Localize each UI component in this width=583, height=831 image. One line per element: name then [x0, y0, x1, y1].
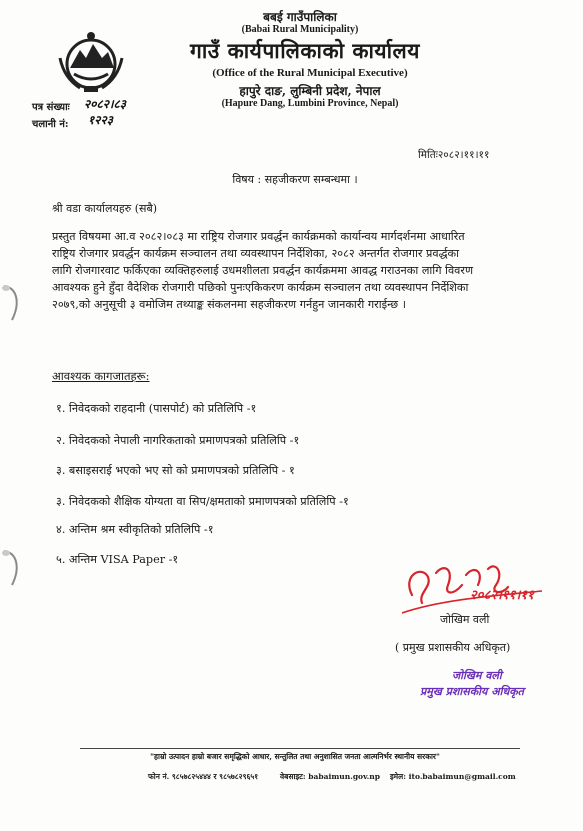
stamp-name: जोखिम वली [452, 669, 502, 682]
address-english: (Hapure Dang, Lumbini Province, Nepal) [221, 98, 399, 109]
dispatch-number-label: चलानी नं: [32, 119, 69, 130]
footer-phone: फोन नं. ९८५७८२५४४४ र ९८५७८२९६५१ [148, 772, 259, 781]
document-item: २. निवेदकको नेपाली नागरिकताको प्रमाणपत्रको प्रतिलिपि -१ [56, 434, 300, 447]
binder-ring-icon [0, 280, 22, 330]
footer-divider [80, 748, 520, 749]
letter-number-label: पत्र संख्याः [32, 102, 70, 113]
paragraph-line: २०७९,को अनुसूची ३ वमोजिम तथ्याङ्क संकलनमा सहजीकरण गर्नहुन जानकारी गराईन्छ । [52, 298, 406, 311]
signature-date: २०८२।११।११ [470, 588, 534, 603]
body-paragraph [52, 228, 557, 313]
footer-website: वेबसाइट: babaimun.gov.np [280, 772, 380, 781]
signatory-designation: ( प्रमुख प्रशासकीय अधिकृत) [395, 641, 511, 654]
paragraph-line: लागि रोजगारवाट फर्किएका व्यक्तिहरुलाई उधमशीलता प्रवर्द्धन कार्यक्रममा आवद्ध गराउनका लागि विवरण [52, 264, 474, 277]
address-nepali: हापुरे दाङ, लुम्बिनी प्रदेश, नेपाल [239, 84, 381, 98]
paragraph-line: आवश्यक हुने हुँदा वैदेशिक रोजगारी पछिको पुनःएकिकरण कार्यक्रम सञ्चालन तथा व्यवस्थापन निर्देशिका [52, 281, 469, 294]
paragraph-line: प्रस्तुत विषयमा आ.व २०८२।०८३ मा राष्ट्रिय रोजगार प्रवर्द्धन कार्यक्रमको कार्यान्वय मार्गदर्शनमा आधारित [52, 230, 465, 243]
org-name-english: (Babai Rural Municipality) [241, 24, 359, 35]
document-item: १. निवेदकको राहदानी (पासपोर्ट) को प्रतिलिपि -१ [56, 402, 257, 415]
government-emblem-icon [56, 28, 126, 94]
addressee: श्री वडा कार्यालयहरु (सबै) [52, 202, 158, 215]
paragraph-line: राष्ट्रिय रोजगार प्रवर्द्धन कार्यक्रम सञ्चालन तथा व्यवस्थापन निर्देशिका, २०८२ अन्तर्गत रोजगार प्रवर्द्धका [52, 247, 460, 260]
binder-ring-icon [0, 545, 22, 595]
footer-slogan: "हाम्रो उत्पादन हाम्रो बजार समृद्धिको आधार, सन्तुलित तथा अनुशासित जनता आत्मनिर्भर स्थानीय सरकार" [150, 752, 440, 761]
documents-heading: आवश्यक कागजातहरू: [52, 369, 150, 383]
office-title-nepali: गाउँ कार्यपालिकाको कार्यालय [190, 38, 420, 63]
stamp-title: प्रमुख प्रशासकीय अधिकृत [420, 685, 524, 698]
footer-email: इमेल: ito.babaimun@gmail.com [390, 772, 516, 781]
subject-line: विषय : सहजीकरण सम्बन्धमा । [232, 173, 358, 186]
document-item: ३. बसाइसराई भएको भए सो को प्रमाणपत्रको प्रतिलिपि - १ [56, 464, 295, 477]
dispatch-number-value: १२२३ [88, 113, 113, 127]
signatory-name: जोखिम वली [440, 613, 490, 626]
letter-number-value: २०८२।८३ [84, 97, 126, 111]
letter-date: मितिः२०८२।११।११ [418, 149, 490, 161]
document-item: ३. निवेदकको शैक्षिक योग्यता वा सिप/क्षमताको प्रमाणपत्रको प्रतिलिपि -१ [56, 495, 349, 508]
office-title-english: (Office of the Rural Municipal Executive) [212, 67, 408, 79]
document-item: ४. अन्तिम श्रम स्वीकृतिको प्रतिलिपि -१ [56, 523, 214, 536]
org-name-nepali: बबई गाउँपालिका [263, 10, 337, 24]
document-item: ५. अन्तिम VISA Paper -१ [56, 553, 179, 566]
